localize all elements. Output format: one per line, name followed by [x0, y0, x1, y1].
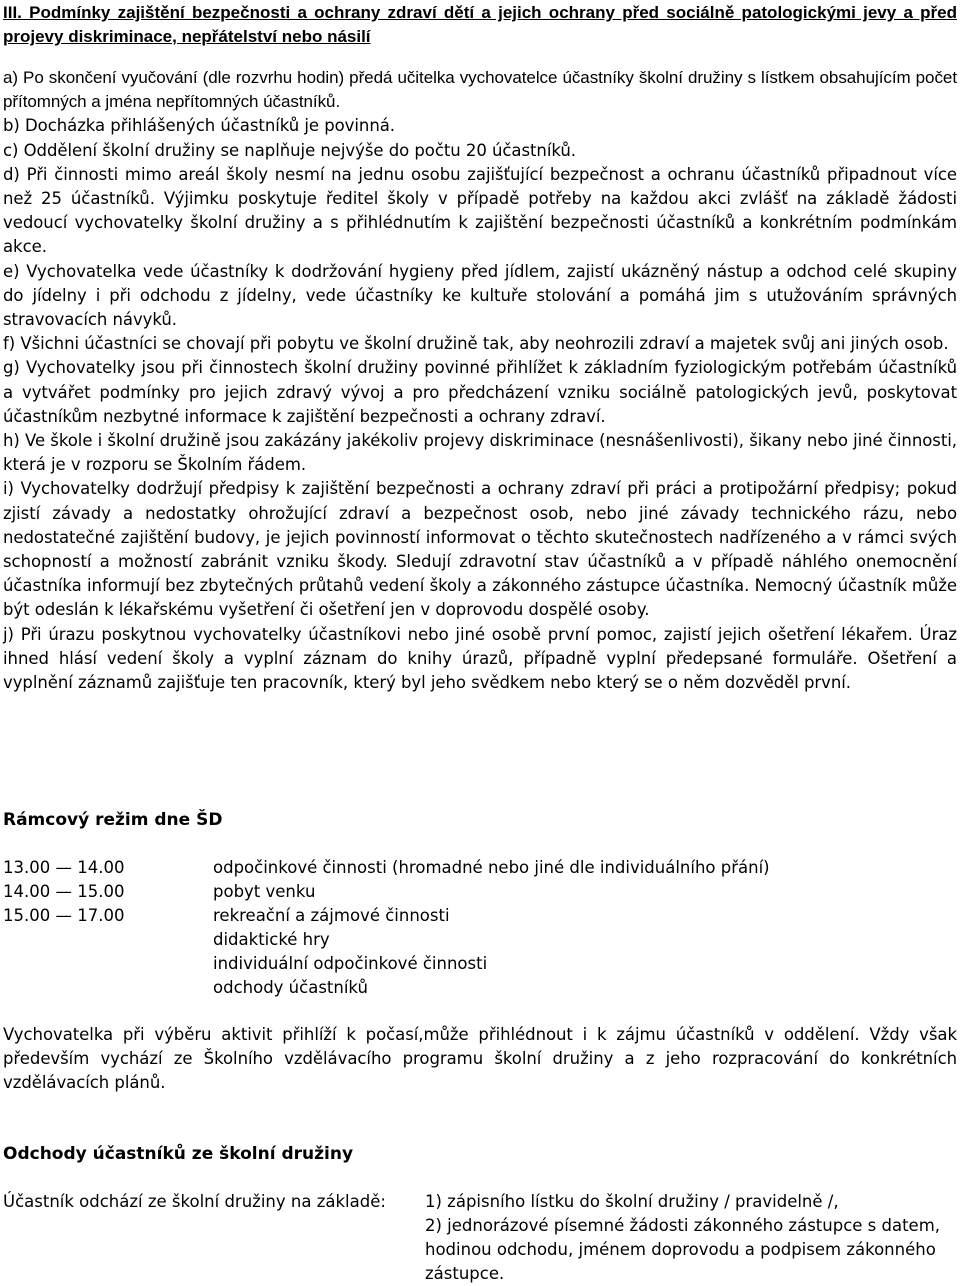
- schedule-time: 13.00 — 14.00: [3, 858, 125, 877]
- paragraph-j: j) Při úrazu poskytnou vychovatelky účastníkovi nebo jiné osobě první pomoc, zajistí jejich ošetření lékařem. Úraz ihned hlásí vedení školy a vyplní záznam do knihy úrazů, případně vyplní předepsané formuláře. Ošetření a vyplnění záznamů zajišťuje ten pracovník, který byl jeho svědkem nebo který se o něm dozvěděl první.: [3, 624, 957, 693]
- paragraph-e: e) Vychovatelka vede účastníky k dodržování hygieny před jídlem, zajistí ukázněný nástup a odchod celé skupiny do jídelny i při odchodu z jídelny, vede účastníky ke kultuře stolování a pomáhá jim s utužováním správných stravovacích návyků.: [3, 261, 957, 330]
- schedule-activity: pobyt venku: [213, 882, 316, 901]
- section-title: III. Podmínky zajištění bezpečnosti a ochrany zdraví dětí a jejich ochrany před sociálně patologickými jevy a před projevy diskriminace, nepřátelství nebo násilí: [3, 3, 957, 46]
- odchody-block: [3, 1190, 957, 1286]
- paragraph-b: b) Docházka přihlášených účastníků je povinná.: [3, 116, 395, 136]
- schedule-activity: odpočinkové činnosti (hromadné nebo jiné dle individuálního přání): [213, 858, 770, 877]
- odchody-label: Účastník odchází ze školní družiny na základě:: [3, 1192, 386, 1211]
- paragraph-h: h) Ve škole i školní družině jsou zakázány jakékoliv projevy diskriminace (nesnášenlivosti), šikany nebo jiné činnosti, která je v rozporu se Školním řádem.: [3, 431, 957, 475]
- schedule-row: [3, 856, 957, 880]
- schedule-time: 15.00 — 17.00: [3, 906, 125, 925]
- odchody-items: [425, 1190, 957, 1286]
- schedule-time: [3, 952, 213, 976]
- schedule-time: [3, 976, 213, 1000]
- odchody-item: 2) jednorázové písemné žádosti zákonného zástupce s datem, hodinou odchodu, jménem doprovodu a podpisem zákonného zástupce.: [425, 1216, 941, 1283]
- schedule-activity: individuální odpočinkové činnosti: [213, 954, 488, 973]
- paragraph-f: f) Všichni účastníci se chovají při pobytu ve školní družině tak, aby neohrozili zdraví a majetek svůj ani jiných osob.: [3, 334, 949, 354]
- paragraph-a: a) Po skončení vyučování (dle rozvrhu hodin) předá učitelka vychovatelce účastníky školní družiny s lístkem obsahujícím počet přítomných a jména nepřítomných účastníků.: [3, 68, 957, 112]
- rezim-heading: Rámcový režim dne ŠD: [3, 810, 223, 830]
- paragraph-d: d) Při činnosti mimo areál školy nesmí na jednu osobu zajišťující bezpečnost a ochranu účastníků připadnout více než 25 účastníků. Výjimku poskytuje ředitel školy v případě potřeby na každou akci zvlášť na základě žádosti vedoucí vychovatelky školní družiny a s přihlédnutím k zajištění bezpečnosti účastníků a konkrétním podmínkám akce.: [3, 164, 957, 257]
- schedule-activity: odchody účastníků: [213, 978, 368, 997]
- schedule-time: [3, 928, 213, 952]
- schedule-row: [3, 928, 957, 952]
- rezim-schedule: [3, 856, 957, 1000]
- schedule-activity: rekreační a zájmové činnosti: [213, 906, 450, 925]
- schedule-row: [3, 904, 957, 928]
- paragraph-g: g) Vychovatelky jsou při činnostech školní družiny povinné přihlížet k základním fyziologickým potřebám účastníků a vytvářet podmínky pro jejich zdravý vývoj a pro předcházení vzniku sociálně patologických jevů, poskytovat účastníkům nezbytné informace k zajištění bezpečnosti a ochrany zdraví.: [3, 358, 957, 426]
- odchody-item: 1) zápisního lístku do školní družiny / pravidelně /,: [425, 1192, 839, 1211]
- schedule-activity: didaktické hry: [213, 930, 330, 949]
- document-page: [3, 0, 957, 1283]
- schedule-time: 14.00 — 15.00: [3, 882, 125, 901]
- paragraph-c: c) Oddělení školní družiny se naplňuje nejvýše do počtu 20 účastníků.: [3, 140, 576, 160]
- schedule-row: [3, 880, 957, 904]
- schedule-row: [3, 952, 957, 976]
- schedule-row: [3, 976, 957, 1000]
- vychovatelka-paragraph: Vychovatelka při výběru aktivit přihlíží k počasí,může přihlédnout i k zájmu účastníků v oddělení. Vždy však především vychází ze Školního vzdělávacího programu školní družiny a z jeho rozpracování do konkrétních vzdělávacích plánů.: [3, 1025, 957, 1093]
- conditions-list: [3, 66, 957, 695]
- odchody-heading: Odchody účastníků ze školní družiny: [3, 1144, 354, 1164]
- paragraph-i: i) Vychovatelky dodržují předpisy k zajištění bezpečnosti a ochrany zdraví při práci a protipožární předpisy; pokud zjistí závady a nedostatky ohrožující zdraví a bezpečnost osob, nebo jiné závady technického rázu, nebo nedostatečné zajištění budovy, je jejich povinností informovat o těchto skutečnostech nadřízeného a v rámci svých schopností a možností zabránit vzniku škody. Sledují zdravotní stav účastníků a v případě náhlého onemocnění účastníka informují bez zbytečných průtahů vedení školy a zákonného zástupce účastníka. Nemocný účastník může být odeslán k lékařskému vyšetření či ošetření jen v doprovodu dospělé osoby.: [3, 479, 957, 620]
